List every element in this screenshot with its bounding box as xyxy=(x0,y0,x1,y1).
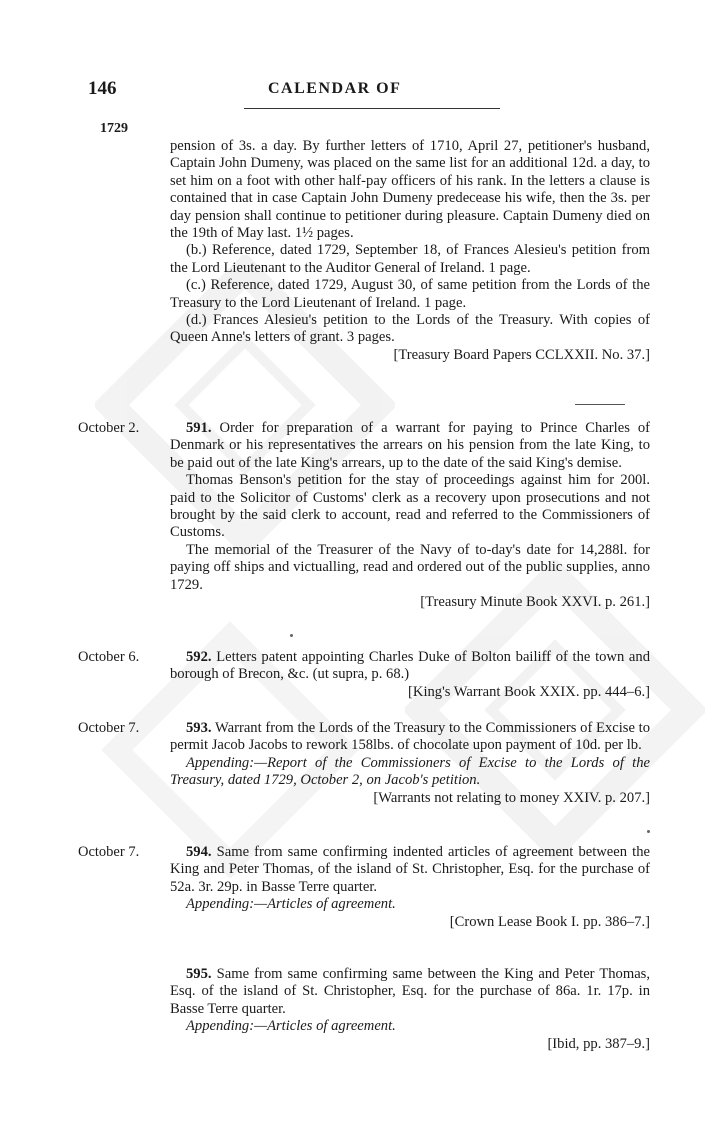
entry-lead-text: Warrant from the Lords of the Treasury to the Commissioners of Excise to permit Jacob Jacobs to rework 158lbs. of chocolate upon payment of 10d. per lb. xyxy=(170,720,650,754)
entry-number: 594. xyxy=(186,844,212,860)
entry-594 xyxy=(170,844,650,931)
divider-dot xyxy=(290,634,293,637)
continuation-paragraph: (d.) Frances Alesieu's petition to the Lords of the Treasury. With copies of Queen Anne's letters of grant. 3 pages. xyxy=(170,312,650,346)
entry-lead-text: Same from same confirming indented articles of agreement between the King and Peter Thomas, of the island of St. Christopher, Esq. for the purchase of 52a. 3r. 29p. in Basse Terre quarter. xyxy=(170,844,650,895)
continuation-paragraph: (c.) Reference, dated 1729, August 30, of same petition from the Lords of the Treasury to the Lord Lieutenant of Ireland. 1 page. xyxy=(170,277,650,311)
entry-paragraph: The memorial of the Treasurer of the Navy of to-day's date for 14,288l. for paying off ships and victualling, read and ordered out of the public supplies, anno 1729. xyxy=(170,541,650,593)
entry-591 xyxy=(170,420,650,611)
entry-paragraph: Appending:—Articles of agreement. xyxy=(186,1018,396,1035)
continuation-paragraph: pension of 3s. a day. By further letters of 1710, April 27, petitioner's husband, Captain John Dumeny, was placed on the same list for an additional 12d. a day, to set him on a foot with other half-pay officers of his rank. In the letters a clause is contained that in case Captain John Dumeny predecease his wife, then the 3s. per day pension shall continue to petitioner during pleasure. Captain Dumeny died on the 19th of May last. 1½ pages. xyxy=(170,138,650,242)
entry-lead-text: Same from same confirming same between the King and Peter Thomas, Esq. of the island of St. Christopher, Esq. for the purchase of 86a. 1r. 17p. in Basse Terre quarter. xyxy=(170,966,651,1017)
section-divider xyxy=(575,404,625,405)
source-reference: [Crown Lease Book I. pp. 386–7.] xyxy=(449,913,650,930)
source-reference: [Treasury Minute Book XXVI. p. 261.] xyxy=(420,594,650,611)
continuation-paragraph: (b.) Reference, dated 1729, September 18, of Frances Alesieu's petition from the Lord Lieutenant to the Auditor General of Ireland. 1 page. xyxy=(170,242,650,276)
continuation-block xyxy=(170,138,650,364)
entry-date: October 6. xyxy=(78,649,140,665)
entry-number: 595. xyxy=(186,966,212,982)
entry-date: October 2. xyxy=(78,420,140,436)
margin-year: 1729 xyxy=(100,121,128,136)
source-reference: [Treasury Board Papers CCLXXII. No. 37.] xyxy=(393,346,650,363)
entry-lead-text: Letters patent appointing Charles Duke of Bolton bailiff of the town and borough of Brecon, &c. (ut supra, p. 68.) xyxy=(170,649,650,683)
source-reference: [King's Warrant Book XXIX. pp. 444–6.] xyxy=(408,683,650,700)
entry-592 xyxy=(170,649,650,701)
entry-paragraph: Appending:—Articles of agreement. xyxy=(186,896,396,913)
entry-593 xyxy=(170,720,650,807)
source-reference: [Warrants not relating to money XXIV. p. 207.] xyxy=(373,789,650,806)
entry-date: October 7. xyxy=(78,720,140,736)
entry-date: October 7. xyxy=(78,844,140,860)
entry-paragraph: Thomas Benson's petition for the stay of proceedings against him for 200l. paid to the Solicitor of Customs' clerk as a recovery upon prosecutions and not brought by the said clerk to account, read and referred to the Commissioners of Customs. xyxy=(170,472,650,541)
divider-dot xyxy=(647,830,650,833)
source-reference: [Ibid, pp. 387–9.] xyxy=(547,1035,650,1052)
entry-number: 593. xyxy=(186,720,212,736)
entry-lead-text: Order for preparation of a warrant for paying to Prince Charles of Denmark or his representatives the arrears on his pension from the late King, to be paid out of the late King's arrears, up to the date of the said King's demise. xyxy=(170,420,651,471)
running-title: CALENDAR OF xyxy=(268,80,402,97)
page-number: 146 xyxy=(88,78,117,99)
entry-number: 592. xyxy=(186,649,212,665)
header-rule xyxy=(244,108,500,109)
entry-number: 591. xyxy=(186,420,212,436)
entry-595 xyxy=(170,966,650,1053)
entry-paragraph: Appending:—Report of the Commissioners of Excise to the Lords of the Treasury, dated 1729, October 2, on Jacob's petition. xyxy=(170,754,650,789)
